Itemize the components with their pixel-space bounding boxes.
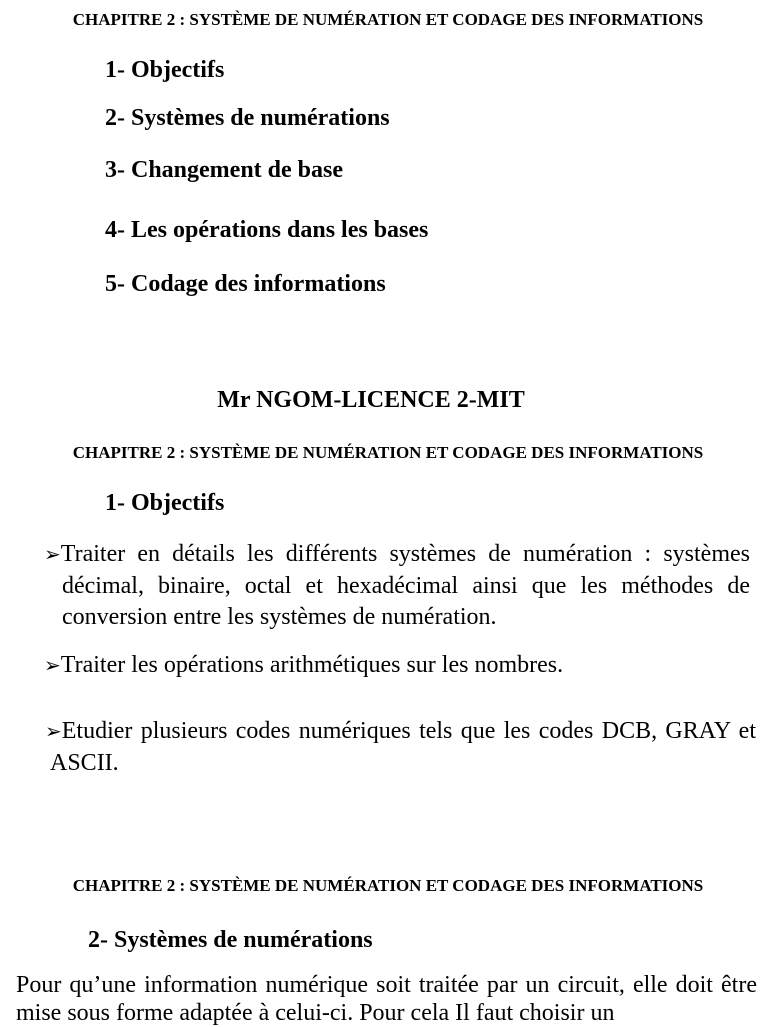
toc-item-objectifs: 1- Objectifs xyxy=(105,57,225,83)
arrow-bullet-icon: ➢ xyxy=(44,655,61,677)
chapter-heading-1: CHAPITRE 2 : SYSTÈME DE NUMÉRATION ET CODAGE DES INFORMATIONS xyxy=(72,10,704,29)
objective-bullet-3 xyxy=(45,716,756,779)
toc-item-operations: 4- Les opérations dans les bases xyxy=(105,217,429,243)
arrow-bullet-icon: ➢ xyxy=(45,721,62,743)
chapter-heading-2: CHAPITRE 2 : SYSTÈME DE NUMÉRATION ET CODAGE DES INFORMATIONS xyxy=(72,443,704,462)
objective-bullet-2 xyxy=(44,650,744,682)
body-paragraph: Pour qu’une information numérique soit traitée par un circuit, elle doit être mise sous forme adaptée à celui-ci. Pour cela Il faut choisir un xyxy=(16,972,757,1026)
bullet-text: Etudier plusieurs codes numériques tels que les codes DCB, GRAY et ASCII. xyxy=(50,718,756,776)
toc-item-systemes: 2- Systèmes de numérations xyxy=(105,105,390,131)
toc-item-codage: 5- Codage des informations xyxy=(105,271,386,297)
objective-bullet-1 xyxy=(44,539,750,633)
arrow-bullet-icon: ➢ xyxy=(44,544,61,566)
toc-item-changement-base: 3- Changement de base xyxy=(105,157,343,183)
bullet-text: Traiter les opérations arithmétiques sur les nombres. xyxy=(60,652,564,678)
author-line: Mr NGOM-LICENCE 2-MIT xyxy=(217,387,525,413)
bullet-text: Traiter en détails les différents systèmes de numération : systèmes décimal, binaire, octal et hexadécimal ainsi que les méthodes de conversion entre les systèmes de numération. xyxy=(60,541,750,630)
section-title-systemes: 2- Systèmes de numérations xyxy=(88,927,373,953)
section-title-objectifs: 1- Objectifs xyxy=(105,490,225,516)
chapter-heading-3: CHAPITRE 2 : SYSTÈME DE NUMÉRATION ET CODAGE DES INFORMATIONS xyxy=(72,876,704,895)
